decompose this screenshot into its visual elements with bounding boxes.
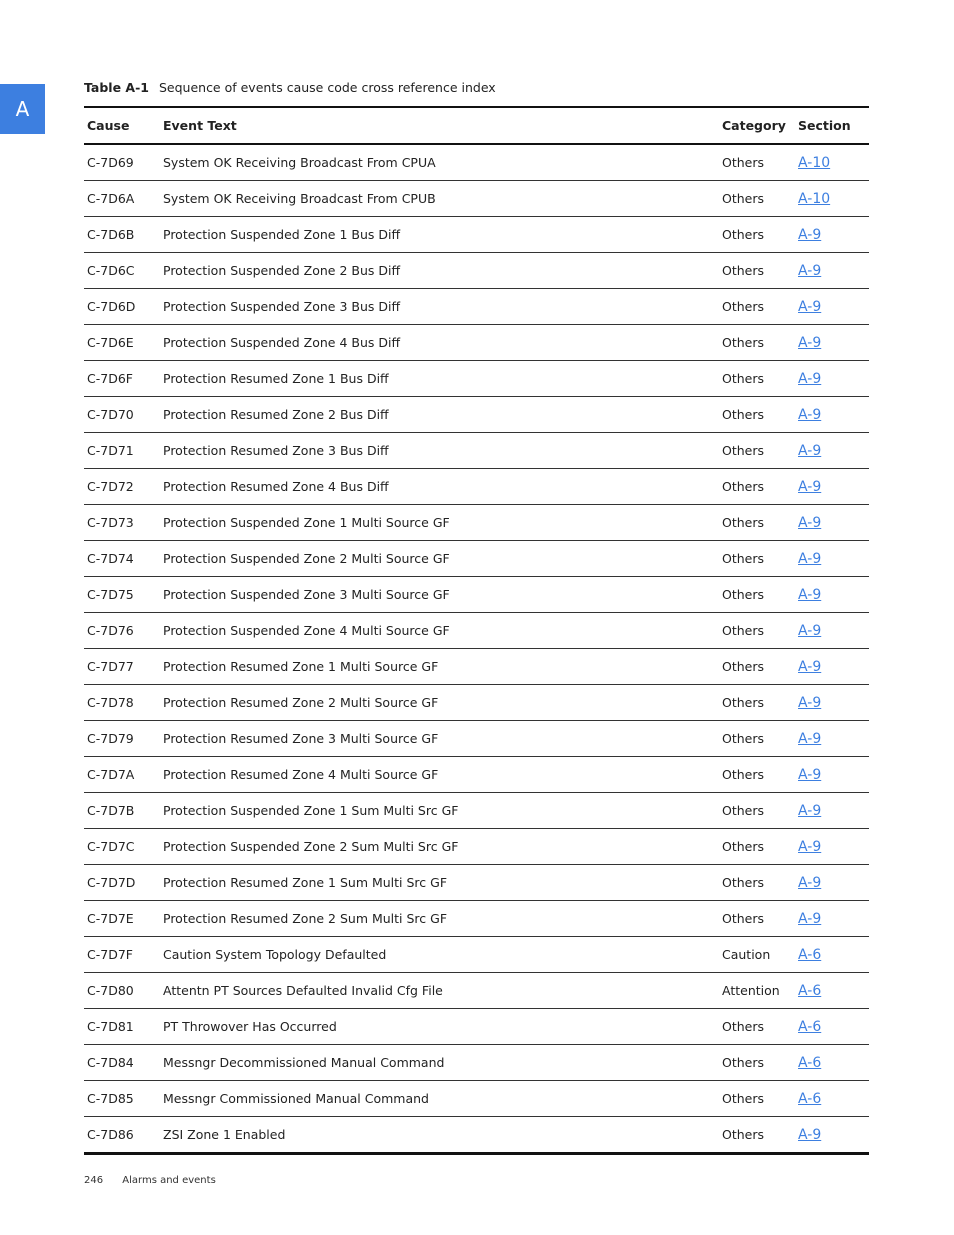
table-row bbox=[84, 577, 869, 613]
section-link[interactable]: A-6 bbox=[798, 1054, 822, 1071]
cell-section bbox=[798, 371, 869, 387]
cell-category: Others bbox=[722, 1055, 765, 1070]
section-link[interactable]: A-10 bbox=[798, 190, 831, 207]
table-header-row bbox=[84, 108, 869, 145]
cell-cause: C-7D79 bbox=[87, 731, 134, 746]
cell-cause: C-7D6A bbox=[87, 191, 135, 206]
cell-category: Others bbox=[722, 911, 765, 926]
chapter-tab-letter: A bbox=[15, 97, 30, 121]
cell-category: Others bbox=[722, 695, 765, 710]
cell-cause: C-7D7D bbox=[87, 875, 136, 890]
section-link[interactable]: A-9 bbox=[798, 334, 822, 351]
cell-category: Others bbox=[722, 371, 765, 386]
cell-section bbox=[798, 227, 869, 243]
section-link[interactable]: A-9 bbox=[798, 730, 822, 747]
table-row bbox=[84, 901, 869, 937]
cell-cause: C-7D6E bbox=[87, 335, 134, 350]
section-link[interactable]: A-9 bbox=[798, 370, 822, 387]
section-link[interactable]: A-9 bbox=[798, 1126, 822, 1143]
table-row bbox=[84, 649, 869, 685]
cell-event-text: Protection Suspended Zone 2 Bus Diff bbox=[163, 263, 401, 278]
cell-event-text: ZSI Zone 1 Enabled bbox=[163, 1127, 286, 1142]
cell-section bbox=[798, 767, 869, 783]
cell-category: Others bbox=[722, 551, 765, 566]
cell-category: Others bbox=[722, 299, 765, 314]
cell-event-text: Protection Resumed Zone 1 Multi Source GF bbox=[163, 659, 439, 674]
section-link[interactable]: A-9 bbox=[798, 622, 822, 639]
section-link[interactable]: A-6 bbox=[798, 1090, 822, 1107]
cell-section bbox=[798, 803, 869, 819]
cell-cause: C-7D76 bbox=[87, 623, 134, 638]
cell-section bbox=[798, 731, 869, 747]
table-row bbox=[84, 613, 869, 649]
cell-event-text: Protection Resumed Zone 1 Sum Multi Src GF bbox=[163, 875, 448, 890]
cell-section bbox=[798, 299, 869, 315]
cell-cause: C-7D77 bbox=[87, 659, 134, 674]
cell-category: Others bbox=[722, 1127, 765, 1142]
section-link[interactable]: A-9 bbox=[798, 874, 822, 891]
cell-event-text: Protection Resumed Zone 2 Bus Diff bbox=[163, 407, 389, 422]
section-link[interactable]: A-9 bbox=[798, 442, 822, 459]
cell-section bbox=[798, 983, 869, 999]
cell-event-text: Attentn PT Sources Defaulted Invalid Cfg File bbox=[163, 983, 443, 998]
cell-event-text: Protection Resumed Zone 2 Sum Multi Src GF bbox=[163, 911, 448, 926]
cell-section bbox=[798, 155, 869, 171]
page-number: 246 bbox=[84, 1175, 104, 1186]
header-cause: Cause bbox=[87, 118, 130, 133]
cell-category: Attention bbox=[722, 983, 780, 998]
table-row bbox=[84, 145, 869, 181]
table-row bbox=[84, 253, 869, 289]
chapter-name: Alarms and events bbox=[122, 1175, 216, 1186]
cell-cause: C-7D7E bbox=[87, 911, 134, 926]
cell-cause: C-7D75 bbox=[87, 587, 134, 602]
cell-section bbox=[798, 587, 869, 603]
section-link[interactable]: A-9 bbox=[798, 838, 822, 855]
cell-section bbox=[798, 1055, 869, 1071]
cell-category: Others bbox=[722, 839, 765, 854]
cell-category: Others bbox=[722, 875, 765, 890]
section-link[interactable]: A-9 bbox=[798, 514, 822, 531]
cell-cause: C-7D70 bbox=[87, 407, 134, 422]
cell-cause: C-7D69 bbox=[87, 155, 134, 170]
section-link[interactable]: A-10 bbox=[798, 154, 831, 171]
table-row bbox=[84, 685, 869, 721]
section-link[interactable]: A-9 bbox=[798, 658, 822, 675]
cell-event-text: Protection Suspended Zone 1 Bus Diff bbox=[163, 227, 401, 242]
cell-category: Others bbox=[722, 731, 765, 746]
cell-category: Others bbox=[722, 515, 765, 530]
cell-cause: C-7D81 bbox=[87, 1019, 134, 1034]
header-event-text: Event Text bbox=[163, 118, 237, 133]
cell-section bbox=[798, 1127, 869, 1143]
cell-cause: C-7D78 bbox=[87, 695, 134, 710]
section-link[interactable]: A-6 bbox=[798, 982, 822, 999]
section-link[interactable]: A-9 bbox=[798, 406, 822, 423]
section-link[interactable]: A-9 bbox=[798, 802, 822, 819]
table-body bbox=[84, 145, 869, 1152]
cell-cause: C-7D6B bbox=[87, 227, 135, 242]
table-row bbox=[84, 469, 869, 505]
section-link[interactable]: A-9 bbox=[798, 766, 822, 783]
table-row bbox=[84, 757, 869, 793]
cell-event-text: Caution System Topology Defaulted bbox=[163, 947, 387, 962]
cell-section bbox=[798, 335, 869, 351]
section-link[interactable]: A-6 bbox=[798, 946, 822, 963]
section-link[interactable]: A-9 bbox=[798, 910, 822, 927]
section-link[interactable]: A-9 bbox=[798, 226, 822, 243]
table-caption bbox=[84, 80, 496, 95]
cell-category: Others bbox=[722, 623, 765, 638]
table-row bbox=[84, 181, 869, 217]
cell-event-text: Protection Suspended Zone 4 Bus Diff bbox=[163, 335, 401, 350]
cell-category: Others bbox=[722, 335, 765, 350]
cell-category: Others bbox=[722, 1091, 765, 1106]
table-row bbox=[84, 721, 869, 757]
cell-event-text: System OK Receiving Broadcast From CPUB bbox=[163, 191, 436, 206]
cell-cause: C-7D7B bbox=[87, 803, 135, 818]
cell-section bbox=[798, 515, 869, 531]
table-caption-text: Sequence of events cause code cross reference index bbox=[158, 80, 496, 95]
cell-section bbox=[798, 479, 869, 495]
cell-cause: C-7D7F bbox=[87, 947, 133, 962]
cell-cause: C-7D6C bbox=[87, 263, 135, 278]
cell-event-text: Protection Suspended Zone 2 Multi Source GF bbox=[163, 551, 450, 566]
cell-category: Caution bbox=[722, 947, 771, 962]
table-row bbox=[84, 325, 869, 361]
cell-event-text: Messngr Commissioned Manual Command bbox=[163, 1091, 429, 1106]
cell-cause: C-7D73 bbox=[87, 515, 134, 530]
table-row bbox=[84, 865, 869, 901]
cell-cause: C-7D7A bbox=[87, 767, 135, 782]
section-link[interactable]: A-9 bbox=[798, 262, 822, 279]
cell-category: Others bbox=[722, 443, 765, 458]
cell-cause: C-7D74 bbox=[87, 551, 134, 566]
cell-event-text: Protection Suspended Zone 4 Multi Source GF bbox=[163, 623, 450, 638]
table-row bbox=[84, 433, 869, 469]
cell-category: Others bbox=[722, 767, 765, 782]
table-row bbox=[84, 541, 869, 577]
section-link[interactable]: A-9 bbox=[798, 298, 822, 315]
cell-section bbox=[798, 911, 869, 927]
cause-code-table bbox=[84, 106, 869, 1155]
cell-section bbox=[798, 875, 869, 891]
cell-event-text: Protection Resumed Zone 3 Multi Source GF bbox=[163, 731, 439, 746]
cell-section bbox=[798, 1091, 869, 1107]
cell-category: Others bbox=[722, 155, 765, 170]
table-row bbox=[84, 289, 869, 325]
table-row bbox=[84, 397, 869, 433]
cell-section bbox=[798, 659, 869, 675]
cell-event-text: PT Throwover Has Occurred bbox=[163, 1019, 337, 1034]
table-row bbox=[84, 973, 869, 1009]
cell-cause: C-7D6D bbox=[87, 299, 136, 314]
cell-cause: C-7D72 bbox=[87, 479, 134, 494]
cell-cause: C-7D71 bbox=[87, 443, 134, 458]
cell-category: Others bbox=[722, 191, 765, 206]
section-link[interactable]: A-9 bbox=[798, 586, 822, 603]
table-row bbox=[84, 1081, 869, 1117]
cell-section bbox=[798, 191, 869, 207]
header-category: Category bbox=[722, 118, 786, 133]
cell-section bbox=[798, 1019, 869, 1035]
table-row bbox=[84, 1117, 869, 1152]
table-row bbox=[84, 1045, 869, 1081]
cell-event-text: Protection Resumed Zone 4 Multi Source GF bbox=[163, 767, 439, 782]
cell-section bbox=[798, 443, 869, 459]
table-row bbox=[84, 937, 869, 973]
section-link[interactable]: A-9 bbox=[798, 550, 822, 567]
cell-section bbox=[798, 263, 869, 279]
cell-event-text: Messngr Decommissioned Manual Command bbox=[163, 1055, 445, 1070]
cell-section bbox=[798, 407, 869, 423]
table-row bbox=[84, 361, 869, 397]
cell-category: Others bbox=[722, 803, 765, 818]
page-footer bbox=[84, 1175, 216, 1186]
cell-category: Others bbox=[722, 587, 765, 602]
cell-category: Others bbox=[722, 263, 765, 278]
cell-event-text: Protection Suspended Zone 3 Bus Diff bbox=[163, 299, 401, 314]
section-link[interactable]: A-9 bbox=[798, 694, 822, 711]
table-row bbox=[84, 505, 869, 541]
cell-event-text: Protection Suspended Zone 1 Sum Multi Src GF bbox=[163, 803, 459, 818]
cell-cause: C-7D85 bbox=[87, 1091, 134, 1106]
table-row bbox=[84, 793, 869, 829]
cell-section bbox=[798, 695, 869, 711]
table-caption-label: Table A-1 bbox=[84, 80, 149, 95]
cell-event-text: Protection Resumed Zone 4 Bus Diff bbox=[163, 479, 389, 494]
cell-cause: C-7D84 bbox=[87, 1055, 134, 1070]
cell-event-text: Protection Resumed Zone 2 Multi Source GF bbox=[163, 695, 439, 710]
cell-cause: C-7D86 bbox=[87, 1127, 134, 1142]
cell-category: Others bbox=[722, 1019, 765, 1034]
cell-event-text: Protection Resumed Zone 3 Bus Diff bbox=[163, 443, 389, 458]
cell-category: Others bbox=[722, 659, 765, 674]
table-row bbox=[84, 829, 869, 865]
cell-section bbox=[798, 551, 869, 567]
cell-cause: C-7D80 bbox=[87, 983, 134, 998]
cell-category: Others bbox=[722, 407, 765, 422]
cell-event-text: Protection Suspended Zone 1 Multi Source GF bbox=[163, 515, 450, 530]
cell-section bbox=[798, 947, 869, 963]
section-link[interactable]: A-6 bbox=[798, 1018, 822, 1035]
cell-event-text: Protection Suspended Zone 2 Sum Multi Src GF bbox=[163, 839, 459, 854]
cell-category: Others bbox=[722, 227, 765, 242]
cell-category: Others bbox=[722, 479, 765, 494]
cell-section bbox=[798, 839, 869, 855]
header-section: Section bbox=[798, 118, 851, 133]
section-link[interactable]: A-9 bbox=[798, 478, 822, 495]
table-row bbox=[84, 1009, 869, 1045]
cell-event-text: Protection Suspended Zone 3 Multi Source GF bbox=[163, 587, 450, 602]
cell-event-text: System OK Receiving Broadcast From CPUA bbox=[163, 155, 436, 170]
cell-cause: C-7D7C bbox=[87, 839, 135, 854]
cell-cause: C-7D6F bbox=[87, 371, 133, 386]
cell-section bbox=[798, 623, 869, 639]
chapter-tab bbox=[0, 84, 45, 134]
cell-event-text: Protection Resumed Zone 1 Bus Diff bbox=[163, 371, 389, 386]
table-row bbox=[84, 217, 869, 253]
